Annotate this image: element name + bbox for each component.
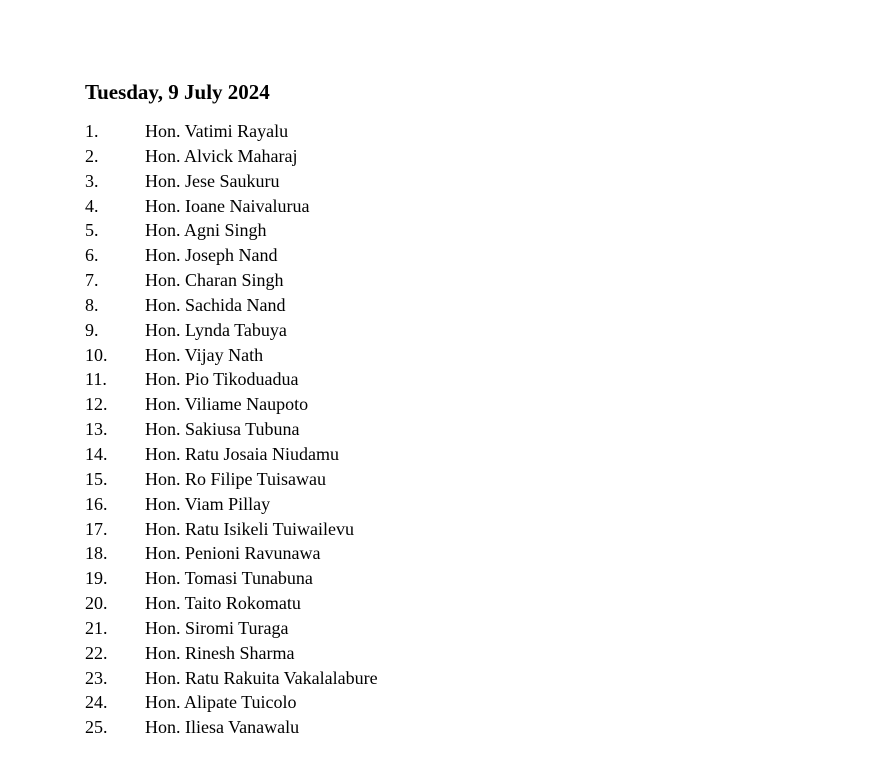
member-row [85, 666, 378, 691]
member-name: Hon. Ratu Rakuita Vakalalabure [145, 667, 378, 688]
member-number: 20. [85, 593, 108, 614]
member-name: Hon. Agni Singh [145, 220, 267, 241]
member-number: 22. [85, 642, 108, 663]
member-number: 18. [85, 543, 108, 564]
member-row [85, 715, 378, 740]
member-name: Hon. Jese Saukuru [145, 170, 280, 191]
member-name: Hon. Taito Rokomatu [145, 593, 301, 614]
member-row [85, 343, 378, 368]
member-row [85, 591, 378, 616]
member-row [85, 616, 378, 641]
member-name: Hon. Tomasi Tunabuna [145, 568, 313, 589]
member-number: 17. [85, 518, 108, 539]
member-row [85, 492, 378, 517]
member-name: Hon. Alvick Maharaj [145, 145, 298, 166]
member-number: 2. [85, 145, 99, 166]
member-number: 15. [85, 468, 108, 489]
member-name: Hon. Penioni Ravunawa [145, 543, 321, 564]
member-number: 8. [85, 294, 99, 315]
member-list [85, 119, 378, 740]
member-number: 7. [85, 270, 99, 291]
member-name: Hon. Sachida Nand [145, 294, 286, 315]
member-name: Hon. Alipate Tuicolo [145, 692, 297, 713]
member-number: 1. [85, 121, 99, 141]
member-number: 4. [85, 195, 99, 216]
member-row [85, 169, 378, 194]
member-name: Hon. Lynda Tabuya [145, 319, 287, 340]
member-row [85, 268, 378, 293]
member-row [85, 541, 378, 566]
member-number: 5. [85, 220, 99, 241]
member-name: Hon. Viam Pillay [145, 493, 271, 514]
member-number: 14. [85, 443, 108, 464]
member-name: Hon. Viliame Naupoto [145, 394, 309, 415]
member-row [85, 194, 378, 219]
member-name: Hon. Joseph Nand [145, 245, 278, 266]
member-name: Hon. Sakiusa Tubuna [145, 419, 300, 440]
member-number: 9. [85, 319, 99, 340]
member-name: Hon. Ratu Josaia Niudamu [145, 443, 339, 464]
member-number: 6. [85, 245, 99, 266]
member-number: 11. [85, 369, 107, 390]
member-name: Hon. Charan Singh [145, 270, 284, 291]
date-heading: Tuesday, 9 July 2024 [85, 80, 270, 104]
member-number: 24. [85, 692, 108, 713]
member-row [85, 367, 378, 392]
member-number: 12. [85, 394, 108, 415]
member-row [85, 293, 378, 318]
member-row [85, 517, 378, 542]
member-row [85, 641, 378, 666]
member-row [85, 144, 378, 169]
member-row [85, 467, 378, 492]
member-row [85, 243, 378, 268]
member-number: 3. [85, 170, 99, 191]
member-number: 23. [85, 667, 108, 688]
member-name: Hon. Ro Filipe Tuisawau [145, 468, 327, 489]
member-name: Hon. Ratu Isikeli Tuiwailevu [145, 518, 355, 539]
member-number: 21. [85, 617, 108, 638]
member-name: Hon. Vijay Nath [145, 344, 264, 365]
member-row [85, 218, 378, 243]
member-row [85, 566, 378, 591]
member-name: Hon. Siromi Turaga [145, 617, 289, 638]
member-row [85, 417, 378, 442]
member-name: Hon. Vatimi Rayalu [145, 121, 289, 141]
member-row [85, 392, 378, 417]
member-row [85, 318, 378, 343]
member-row [85, 442, 378, 467]
member-row [85, 119, 378, 144]
member-name: Hon. Ioane Naivalurua [145, 195, 310, 216]
member-row [85, 690, 378, 715]
member-number: 10. [85, 344, 108, 365]
member-name: Hon. Pio Tikoduadua [145, 369, 299, 390]
member-number: 25. [85, 717, 108, 738]
member-name: Hon. Rinesh Sharma [145, 642, 295, 663]
member-number: 16. [85, 493, 108, 514]
member-number: 19. [85, 568, 108, 589]
member-name: Hon. Iliesa Vanawalu [145, 717, 300, 738]
member-number: 13. [85, 419, 108, 440]
